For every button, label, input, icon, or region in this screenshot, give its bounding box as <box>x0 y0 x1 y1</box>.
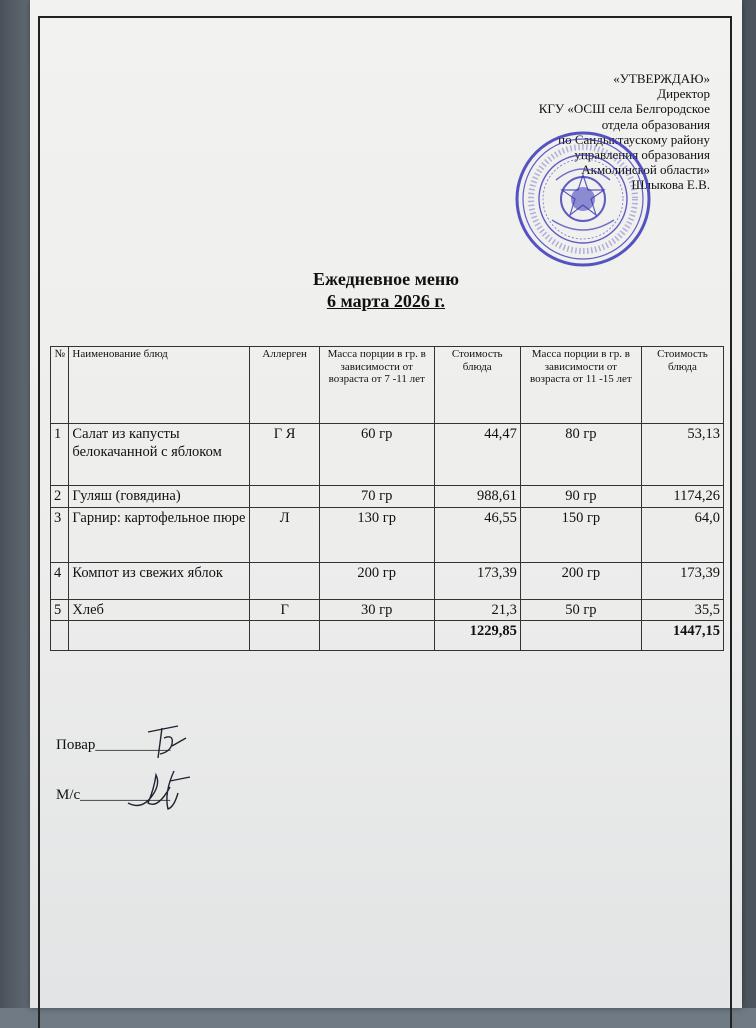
cell-mass-7-11: 200 гр <box>319 563 434 600</box>
cell-dish-name: Хлеб <box>69 600 250 621</box>
cook-signature <box>128 718 208 763</box>
document-page <box>30 0 742 1008</box>
title-block <box>30 268 742 312</box>
total-cost-11-15: 1447,15 <box>641 621 723 651</box>
cell-dish-name: Салат из капусты белокачанной с яблоком <box>69 424 250 486</box>
cell-cost-7-11: 44,47 <box>434 424 520 486</box>
cell-allergen: Л <box>250 508 319 563</box>
table-row <box>51 600 724 621</box>
approval-line: Шлыкова Е.В. <box>631 177 710 193</box>
approval-line: Акмолинской области» <box>581 162 710 178</box>
cell-mass-7-11: 70 гр <box>319 486 434 508</box>
approval-line: Директор <box>657 86 710 102</box>
cell-mass-11-15: 200 гр <box>520 563 641 600</box>
cell-mass-11-15: 150 гр <box>520 508 641 563</box>
cell-cost-11-15: 53,13 <box>641 424 723 486</box>
cell-mass-7-11: 130 гр <box>319 508 434 563</box>
cell-mass-11-15: 90 гр <box>520 486 641 508</box>
approval-line: КГУ «ОСШ села Белгородское <box>538 101 710 117</box>
header-cost-7-11: Стоимость блюда <box>434 347 520 424</box>
cell-number: 2 <box>51 486 69 508</box>
table-header-row <box>51 347 724 424</box>
cell-mass-11-15: 80 гр <box>520 424 641 486</box>
menu-table <box>50 346 724 651</box>
header-dish-name: Наименование блюд <box>69 347 250 424</box>
cell-mass-7-11: 30 гр <box>319 600 434 621</box>
cell-allergen <box>250 486 319 508</box>
cell-mass-11-15: 50 гр <box>520 600 641 621</box>
cell-dish-name: Компот из свежих яблок <box>69 563 250 600</box>
approval-line: управления образования <box>574 147 710 163</box>
table-row <box>51 508 724 563</box>
approval-line: «УТВЕРЖДАЮ» <box>613 71 710 86</box>
cell-cost-7-11: 988,61 <box>434 486 520 508</box>
nurse-signature-line: М/с____________ <box>56 787 171 803</box>
cell-cost-11-15: 35,5 <box>641 600 723 621</box>
document-title: Ежедневное меню <box>313 269 459 289</box>
cell-dish-name: Гарнир: картофельное пюре <box>69 508 250 563</box>
cell-number: 3 <box>51 508 69 563</box>
cell-number: 5 <box>51 600 69 621</box>
table-row <box>51 563 724 600</box>
cell-allergen: Г Я <box>250 424 319 486</box>
official-seal-stamp <box>512 130 654 268</box>
cell-number: 4 <box>51 563 69 600</box>
cell-cost-11-15: 64,0 <box>641 508 723 563</box>
table-row <box>51 486 724 508</box>
header-cost-11-15: Стоимость блюда <box>641 347 723 424</box>
header-allergen: Аллерген <box>250 347 319 424</box>
nurse-signature <box>118 763 218 823</box>
cell-cost-11-15: 1174,26 <box>641 486 723 508</box>
cell-dish-name: Гуляш (говядина) <box>69 486 250 508</box>
approval-line: отдела образования <box>601 116 710 132</box>
total-cost-7-11: 1229,85 <box>434 621 520 651</box>
table-row <box>51 424 724 486</box>
header-mass-11-15: Масса порции в гр. в зависимости от возраста от 11 -15 лет <box>520 347 641 424</box>
cell-cost-7-11: 173,39 <box>434 563 520 600</box>
cell-cost-11-15: 173,39 <box>641 563 723 600</box>
cell-allergen <box>250 563 319 600</box>
cell-cost-7-11: 21,3 <box>434 600 520 621</box>
header-mass-7-11: Масса порции в гр. в зависимости от возраста от 7 -11 лет <box>319 347 434 424</box>
table-totals-row <box>51 621 724 651</box>
cook-signature-line: Повар__________ <box>56 737 171 753</box>
cell-mass-7-11: 60 гр <box>319 424 434 486</box>
approval-line: по Сандыктаускому району <box>558 131 710 147</box>
document-date: 6 марта 2026 г. <box>326 291 446 311</box>
cell-number: 1 <box>51 424 69 486</box>
header-number: № <box>51 347 69 424</box>
cell-allergen: Г <box>250 600 319 621</box>
cell-cost-7-11: 46,55 <box>434 508 520 563</box>
